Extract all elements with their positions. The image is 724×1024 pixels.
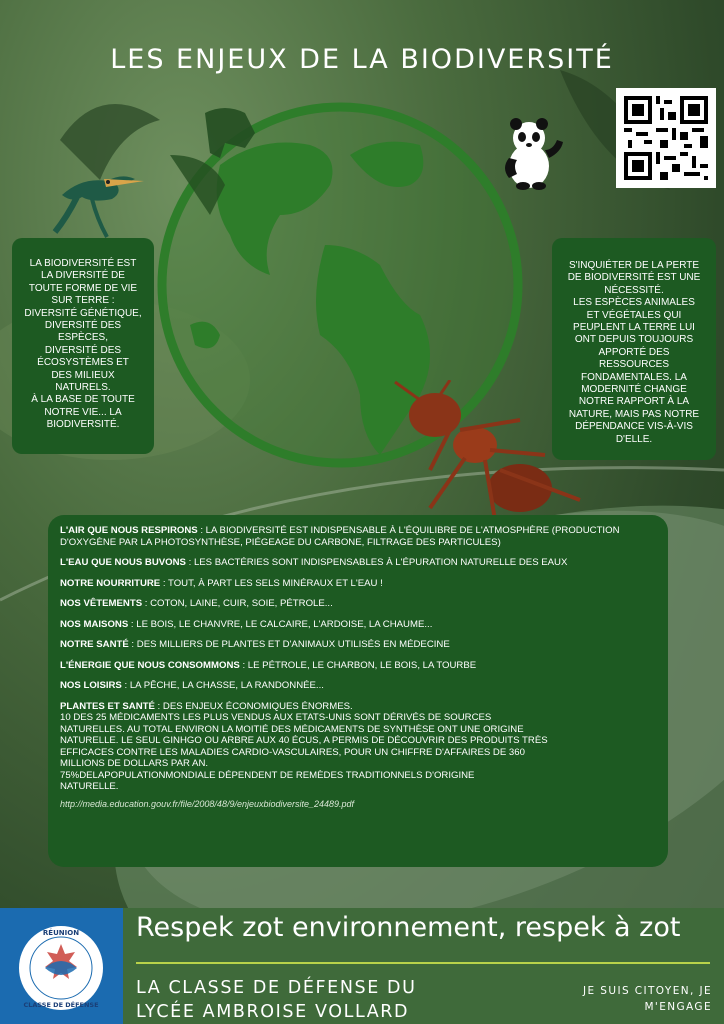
definition-line: NATURELS.: [55, 382, 111, 394]
definition-line: À LA BASE DE TOUTE: [31, 394, 135, 406]
item-label: NOS MAISONS: [60, 618, 129, 630]
item-text: : LA PÊCHE, LA CHASSE, LA RANDONNÉE...: [121, 680, 324, 691]
health-paragraph: [60, 712, 656, 793]
list-item: [60, 680, 656, 692]
list-item: [60, 578, 656, 590]
slogan: Respek zot environnement, respek à zot: [136, 912, 681, 943]
loss-line: DÉPENDANCE VIS-À-VIS: [575, 421, 693, 433]
definition-line: DIVERSITÉ DES: [44, 344, 122, 356]
loss-line: NÉCESSITÉ.: [604, 284, 664, 296]
qr-code-icon[interactable]: [616, 88, 716, 188]
health-line: NATURELLE.: [60, 781, 119, 792]
health-line: 75%DELAPOPULATIONMONDIALE DÉPENDENT DE REMÈDES TRADITIONNELS D'ORIGINE: [60, 769, 475, 781]
item-label: L'EAU QUE NOUS BUVONS: [60, 557, 186, 568]
definition-line: BIODIVERSITÉ.: [46, 419, 120, 431]
health-line: NATURELLE. LE SEUL GINHGO OU ARBRE AUX 40 ÉCUS, A PERMIS DE DÉCOUVRIR DES PRODUITS TRÈS: [60, 735, 548, 746]
health-line: 10 DES 25 MÉDICAMENTS LES PLUS VENDUS AUX ETATS-UNIS SONT DÉRIVÉS DE SOURCES: [60, 712, 492, 723]
item-text: : TOUT, À PART LES SELS MINÉRAUX ET L'EAU !: [160, 577, 383, 589]
loss-line: D'ELLE.: [615, 433, 653, 445]
loss-line: FONDAMENTALES. LA: [581, 371, 687, 383]
definition-line: LA DIVERSITÉ DE: [41, 270, 125, 282]
item-text: : DES ENJEUX ÉCONOMIQUES ÉNORMES.: [154, 700, 353, 712]
loss-line: PEUPLENT LA TERRE LUI: [573, 322, 695, 334]
logo-bottom-text: CLASSE DE DÉFENSE: [23, 1001, 99, 1009]
loss-line: LES ESPÈCES ANIMALES: [573, 297, 695, 309]
loss-line: ET VÉGÉTALES QUI: [586, 309, 682, 321]
health-line: NATURELLES. AU TOTAL ENVIRON LA MOITIÉ DES MÉDICAMENTS DE SYNTHÈSE ONT UNE ORIGINE: [60, 723, 524, 735]
engage-text: [532, 983, 712, 1015]
definition-line: LA BIODIVERSITÉ EST: [29, 258, 137, 269]
definition-line: DIVERSITÉ GÉNÉTIQUE,: [24, 307, 142, 319]
item-text: : LE BOIS, LE CHANVRE, LE CALCAIRE, L'ARDOISE, LA CHAUME...: [128, 618, 433, 630]
loss-line: NATURE, MAIS PAS NOTRE: [568, 408, 700, 420]
definition-line: DES MILIEUX: [51, 369, 115, 381]
class-defense-logo: [0, 908, 123, 1024]
list-item: [60, 557, 656, 569]
item-label: NOS LOISIRS: [60, 680, 122, 691]
loss-line: DE BIODIVERSITÉ EST UNE: [567, 272, 701, 284]
list-item: [60, 598, 656, 610]
biodiversity-definition-box: [12, 238, 154, 454]
logo-top-text: RÉUNION: [42, 929, 80, 937]
biodiversity-loss-box: [552, 238, 716, 460]
definition-line: ESPÈCES,: [57, 332, 109, 344]
bird-icon: [42, 165, 152, 245]
loss-line: NOTRE RAPPORT À LA: [578, 396, 690, 408]
item-text: : LE PÉTROLE, LE CHARBON, LE BOIS, LA TOURBE: [239, 659, 477, 671]
definition-line: ÉCOSYSTÈMES ET: [37, 357, 129, 369]
list-item: [60, 525, 656, 548]
health-line: MILLIONS DE DOLLARS PAR AN.: [60, 758, 209, 769]
divider: [136, 962, 710, 964]
school-name: [136, 976, 417, 1024]
item-label: NOTRE SANTÉ: [60, 639, 129, 650]
panda-icon: [495, 118, 565, 190]
definition-line: TOUTE FORME DE VIE: [28, 282, 138, 294]
loss-line: APPORTÉ DES: [598, 346, 670, 358]
item-text: : LES BACTÉRIES SONT INDISPENSABLES À L'ÉPURATION NATURELLE DES EAUX: [185, 557, 568, 568]
school-line: LYCÉE AMBROISE VOLLARD: [136, 1002, 410, 1022]
logo-panel: [0, 908, 123, 1024]
list-item: [60, 660, 656, 672]
source-link[interactable]: http://media.education.gouv.fr/file/2008/48/9/enjeuxbiodiversite_24489.pdf: [60, 798, 355, 809]
loss-line: RESSOURCES: [598, 359, 669, 371]
engage-line: M'ENGAGE: [644, 1001, 712, 1013]
item-label: NOTRE NOURRITURE: [60, 577, 161, 589]
loss-line: MODERNITÉ CHANGE: [581, 384, 687, 396]
list-item: [60, 619, 656, 631]
loss-line: ONT DEPUIS TOUJOURS: [574, 334, 694, 346]
item-text: : DES MILLIERS DE PLANTES ET D'ANIMAUX UTILISÉS EN MÉDECINE: [128, 639, 450, 650]
list-item: [60, 639, 656, 651]
health-line: EFFICACES CONTRE LES MALADIES CARDIO-VASCULAIRES, POUR UN CHIFFRE D'AFFAIRES DE 360: [60, 746, 525, 758]
item-label: NOS VÊTEMENTS: [60, 598, 143, 609]
item-label: L'ÉNERGIE QUE NOUS CONSOMMONS: [60, 659, 240, 671]
definition-line: DIVERSITÉ DES: [44, 320, 122, 332]
item-label: PLANTES ET SANTÉ: [60, 700, 155, 712]
uses-list-box: [48, 515, 668, 867]
list-item: [60, 701, 656, 713]
page-title: LES ENJEUX DE LA BIODIVERSITÉ: [110, 44, 614, 75]
item-text: : LA BIODIVERSITÉ EST INDISPENSABLE À L'ÉQUILIBRE DE L'ATMOSPHÈRE (PRODUCTION D'OXYGÈNE PAR LA PHOTOSYNTHÈSE, PIÉGEAGE DU CARBONE, FILTRAGE DES PARTICULES): [60, 525, 620, 548]
item-text: : COTON, LAINE, CUIR, SOIE, PÉTROLE...: [142, 598, 333, 609]
loss-line: S'INQUIÉTER DE LA PERTE: [568, 260, 700, 271]
item-label: L'AIR QUE NOUS RESPIRONS: [60, 525, 198, 536]
school-line: LA CLASSE DE DÉFENSE DU: [136, 978, 417, 998]
definition-line: SUR TERRE :: [51, 295, 115, 307]
definition-line: NOTRE VIE... LA: [44, 406, 122, 418]
engage-line: JE SUIS CITOYEN, JE: [583, 985, 712, 997]
